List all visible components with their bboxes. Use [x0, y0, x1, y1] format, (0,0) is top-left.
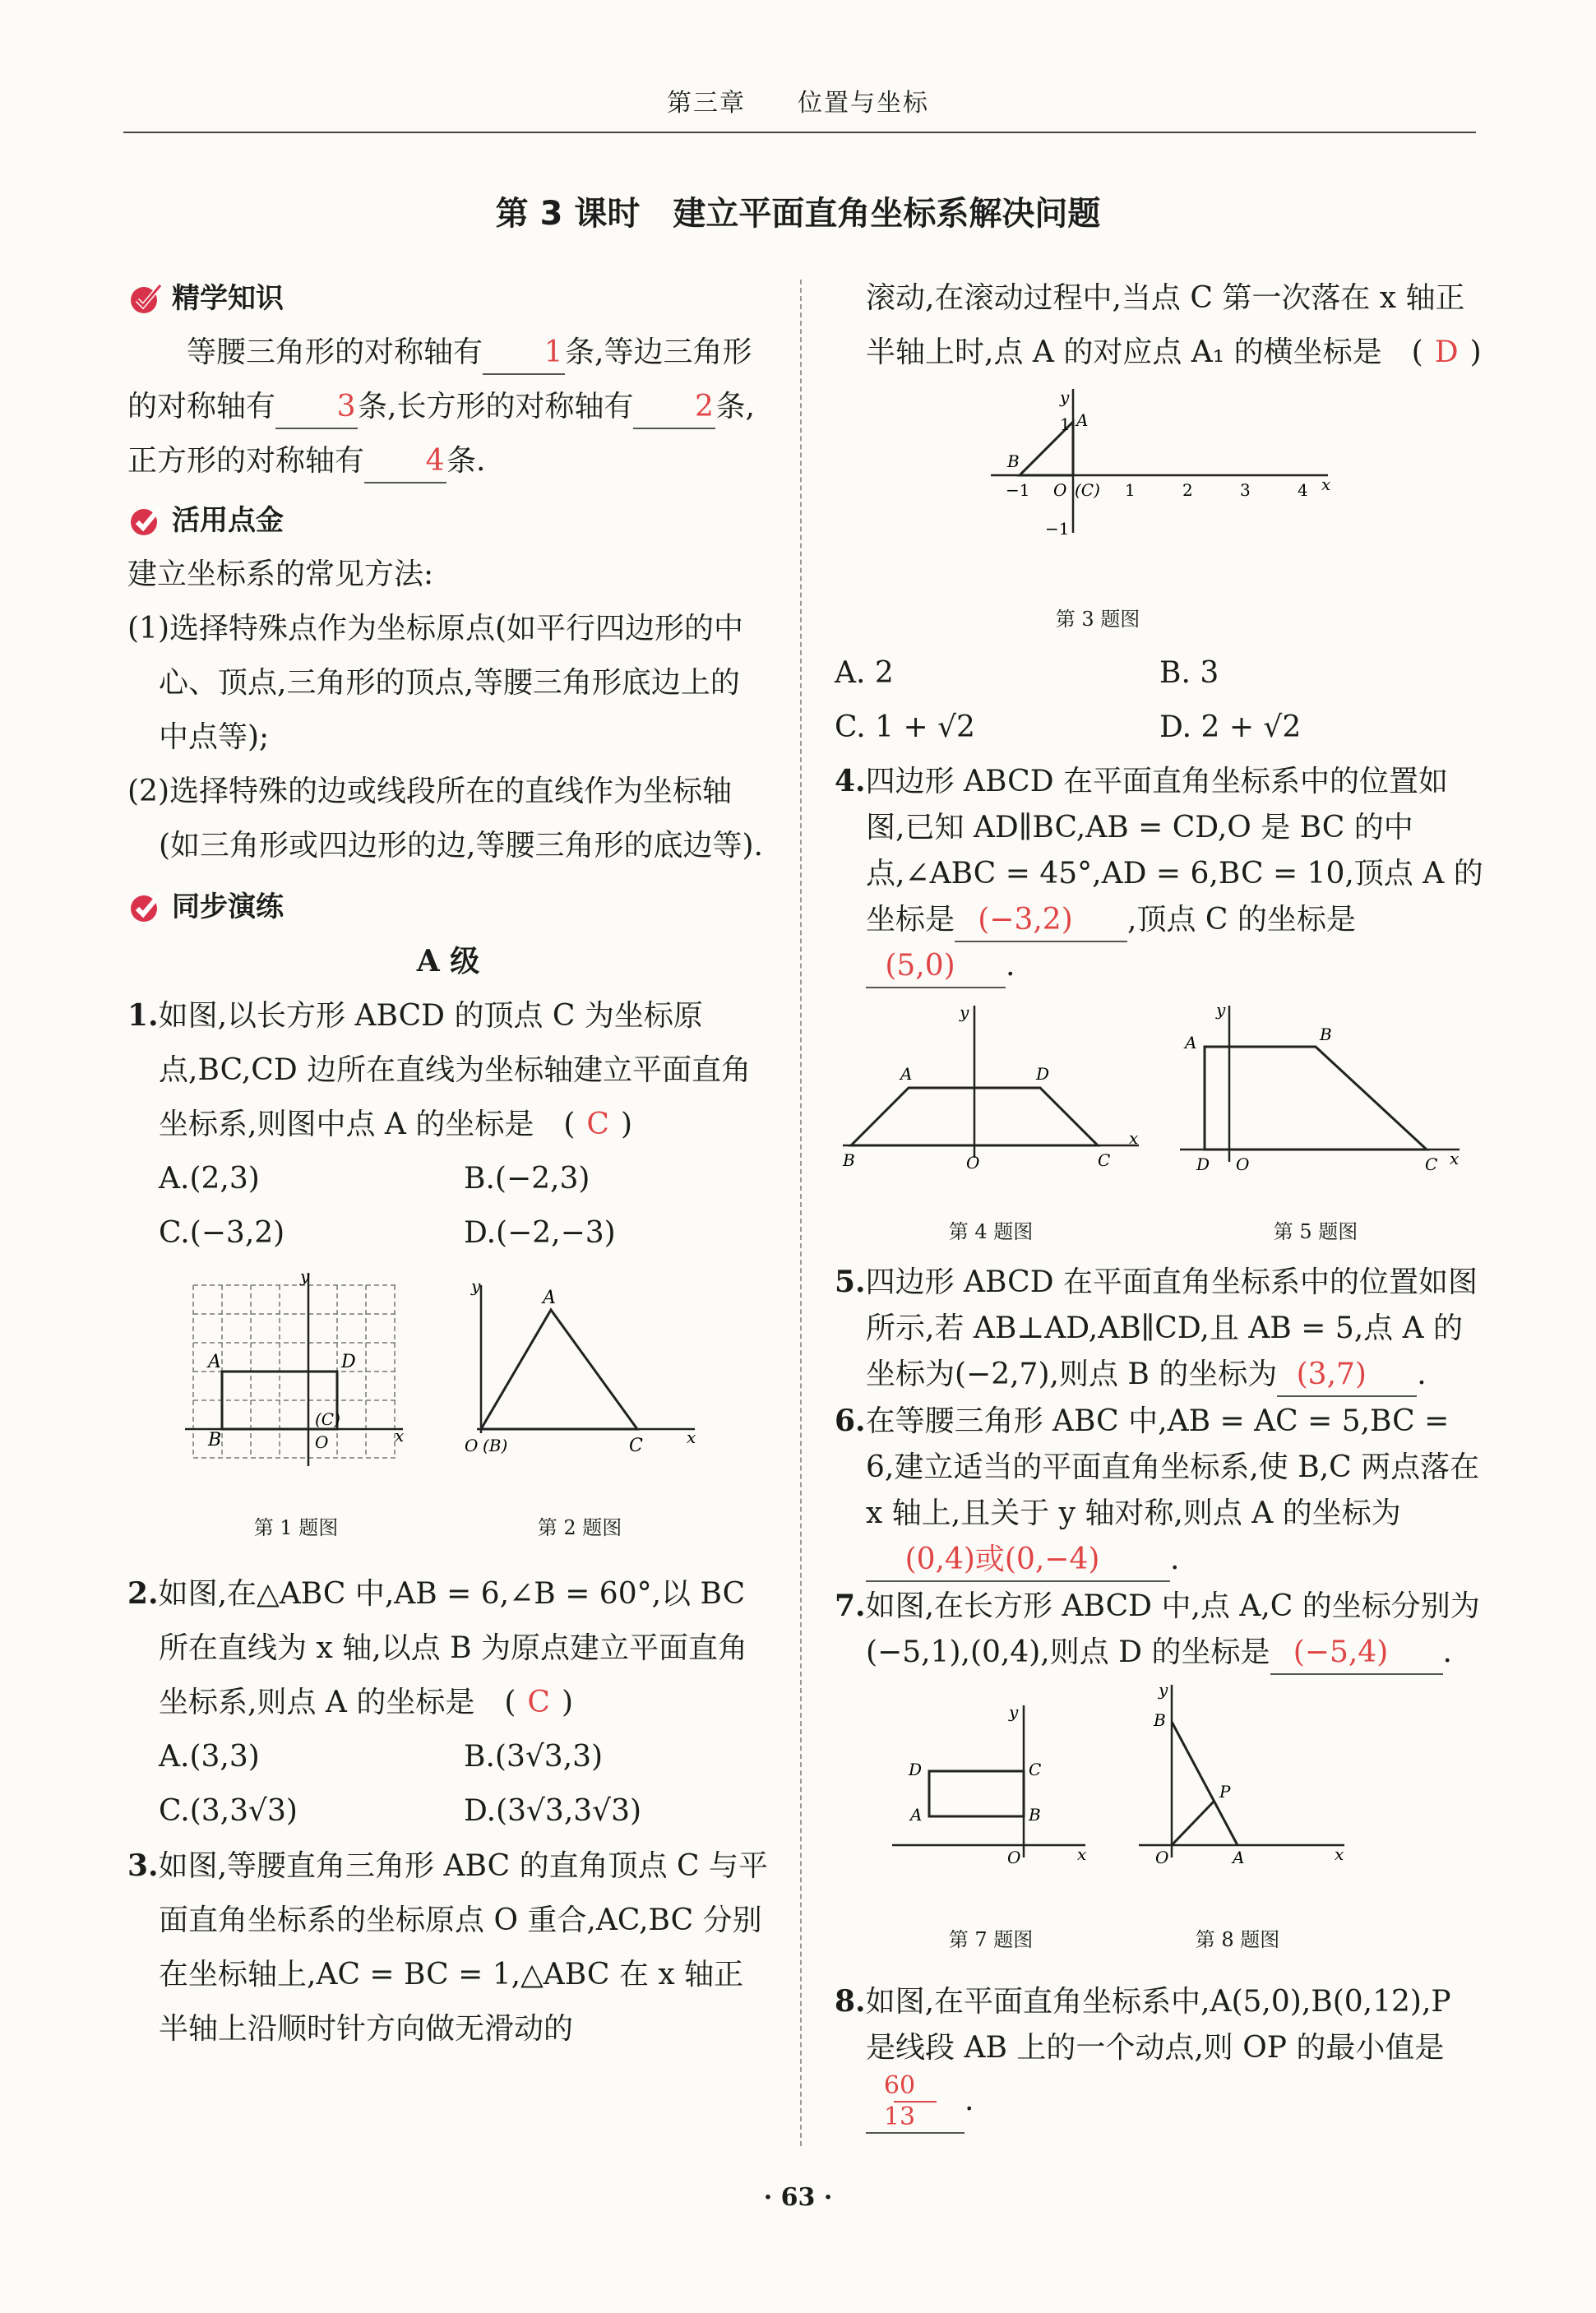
svg-text:D: D [909, 1760, 923, 1779]
svg-text:4: 4 [1298, 480, 1308, 500]
chapter-label: 第三章 [666, 89, 746, 118]
q5-answer[interactable]: (3,7) [1277, 1354, 1417, 1397]
lesson-title: 第 3 课时 建立平面直角坐标系解决问题 [495, 195, 1101, 233]
svg-text:D: D [1196, 1154, 1210, 1174]
svg-text:2: 2 [1182, 480, 1193, 500]
svg-text:C: C [1425, 1154, 1438, 1174]
svg-text:y: y [471, 1276, 481, 1296]
question-8: 8.如图,在平面直角坐标系中,A(5,0),B(0,12),P 是线段 AB 上的一个动点,则 OP 的最小值是 $\frac{60}{13}$ . [835, 1978, 1484, 2134]
svg-text:y: y [1159, 1681, 1168, 1700]
svg-text:A: A [910, 1805, 923, 1825]
svg-text:(B): (B) [483, 1436, 508, 1455]
figure-3-diagram [974, 385, 1336, 574]
svg-text:x: x [1335, 1844, 1344, 1864]
q1-option-b[interactable]: B.(−2,3) [464, 1162, 590, 1196]
jingxue-paragraph: 等腰三角形的对称轴有 1条,等边三角形的对称轴有 3条,长方形的对称轴有 2条,正方形的对称轴有 4条. [127, 326, 769, 488]
svg-text:A: A [900, 1064, 913, 1084]
question-3: 3.如图,等腰直角三角形 ABC 的直角顶点 C 与平面直角坐标系的坐标原点 O 重合,AC,BC 分别在坐标轴上,AC = BC = 1,△ABC 在 x 轴正半轴上沿顺时针方向做无滑动的 [127, 1848, 769, 2046]
question-5: 5.四边形 ABCD 在平面直角坐标系中的位置如图所示,若 AB⊥AD,AB∥CD,且 AB = 5,点 A 的坐标为(−2,7),则点 B 的坐标为 (3,7) . [835, 1259, 1484, 1398]
huoyong-item-1: (1)选择特殊点作为坐标原点(如平行四边形的中心、顶点,三角形的顶点,等腰三角形底边上的中点等); [127, 612, 744, 754]
svg-text:D: D [341, 1352, 356, 1372]
q2-option-d[interactable]: D.(3√3,3√3) [464, 1794, 642, 1828]
svg-text:C: C [1098, 1150, 1111, 1170]
chapter-topic: 位置与坐标 [798, 89, 930, 118]
page-number: · 63 · [763, 2183, 833, 2212]
answer-blank-4[interactable]: 4 [364, 441, 446, 483]
q2-option-c[interactable]: C.(3,3√3) [159, 1794, 298, 1828]
figure-7-diagram [884, 1681, 1098, 1894]
figure-3 [835, 385, 1484, 646]
q3-option-d[interactable]: D. 2 + √2 [1159, 710, 1302, 744]
q2-answer[interactable]: C [527, 1686, 550, 1719]
svg-text:B: B [1029, 1805, 1041, 1825]
svg-text:O: O [465, 1436, 479, 1455]
svg-text:A: A [543, 1288, 556, 1308]
figure-4-caption: 第 4 题图 [948, 1220, 1034, 1243]
q1-options [127, 1152, 769, 1206]
svg-text:−1: −1 [1045, 519, 1070, 539]
svg-text:D: D [1036, 1064, 1050, 1084]
svg-text:1: 1 [1060, 414, 1071, 434]
svg-text:B: B [1320, 1025, 1332, 1044]
q8-answer[interactable] [866, 2071, 965, 2134]
svg-text:1: 1 [1125, 480, 1136, 500]
section-heading-tongbu: 同步演练 [127, 880, 769, 934]
svg-text:x: x [1450, 1149, 1460, 1168]
figure-2-diagram [456, 1269, 703, 1483]
figure-8 [1122, 1681, 1353, 1967]
q3-option-c[interactable]: C. 1 + √2 [835, 710, 975, 744]
figure-7 [884, 1681, 1098, 1967]
question-7: 7.如图,在长方形 ABCD 中,点 A,C 的坐标分别为(−5,1),(0,4),则点 D 的坐标是 (−5,4) . [835, 1583, 1484, 1676]
svg-text:x: x [1321, 474, 1331, 494]
figure-4-diagram [835, 997, 1147, 1187]
svg-text:A: A [1233, 1848, 1245, 1867]
svg-text:x: x [687, 1427, 696, 1447]
page-header [0, 82, 1596, 118]
answer-blank-2[interactable]: 3 [275, 386, 358, 429]
svg-text:B: B [843, 1150, 855, 1170]
figure-5-diagram [1163, 997, 1468, 1187]
svg-text:C: C [629, 1436, 643, 1456]
checkmark-badge-icon [127, 280, 164, 317]
right-column [835, 271, 1484, 2134]
svg-text:3: 3 [1240, 480, 1251, 500]
svg-text:y: y [1060, 387, 1070, 407]
question-6: 6.在等腰三角形 ABC 中,AB = AC = 5,BC = 6,建立适当的平面直角坐标系,使 B,C 两点落在 x 轴上,且关于 y 轴对称,则点 A 的坐标为(0,4)或(0,−4) . [835, 1398, 1484, 1583]
svg-text:−1: −1 [1006, 480, 1030, 500]
figure-3-caption: 第 3 题图 [1055, 608, 1140, 631]
svg-text:y: y [1009, 1702, 1019, 1722]
svg-text:y: y [1216, 1000, 1226, 1020]
figure-5 [1163, 997, 1468, 1259]
q1-answer[interactable]: C [586, 1108, 609, 1141]
svg-text:O: O [1155, 1848, 1169, 1867]
q1-option-c[interactable]: C.(−3,2) [159, 1216, 285, 1250]
q3-option-b[interactable]: B. 3 [1159, 656, 1219, 690]
q8-answer-numerator: 60 [883, 2071, 916, 2100]
svg-text:x: x [1129, 1128, 1139, 1148]
figure-1-caption: 第 1 题图 [253, 1516, 339, 1539]
q1-option-d[interactable]: D.(−2,−3) [464, 1216, 616, 1250]
q6-answer[interactable]: (0,4)或(0,−4) [866, 1539, 1170, 1582]
svg-text:A: A [1185, 1033, 1197, 1052]
q8-answer-denominator: 13 [883, 2103, 916, 2131]
svg-text:B: B [1007, 451, 1020, 471]
figure-7-caption: 第 7 题图 [948, 1928, 1034, 1951]
svg-text:C: C [1029, 1760, 1042, 1779]
checkmark-badge-icon [127, 502, 164, 539]
level-label: A 级 [416, 944, 480, 978]
huoyong-item-2: (2)选择特殊的边或线段所在的直线作为坐标轴(如三角形或四边形的边,等腰三角形的底边等). [127, 775, 763, 863]
svg-text:x: x [1077, 1844, 1087, 1864]
section-heading-jingxue: 精学知识 [127, 271, 769, 326]
huoyong-intro: 建立坐标系的常见方法: [127, 557, 434, 591]
q7-answer[interactable]: (−5,4) [1270, 1632, 1443, 1675]
svg-text:x: x [395, 1426, 405, 1446]
svg-text:y: y [960, 1002, 969, 1022]
answer-blank-1[interactable]: 1 [483, 332, 565, 375]
figure-5-caption: 第 5 题图 [1273, 1220, 1358, 1243]
question-1: 1.如图,以长方形 ABCD 的顶点 C 为坐标原点,BC,CD 边所在直线为坐标轴建立平面直角坐标系,则图中点 A 的坐标是 ( C ) [127, 998, 752, 1141]
figure-1 [185, 1269, 407, 1555]
column-divider [800, 280, 802, 2146]
svg-text:P: P [1219, 1782, 1231, 1802]
svg-text:O: O [1007, 1848, 1021, 1867]
svg-text:(C): (C) [1075, 480, 1100, 500]
q4-answer-a[interactable]: (−3,2) [955, 900, 1127, 942]
section-heading-huoyong: 活用点金 [127, 493, 769, 548]
figure-2-caption: 第 2 题图 [537, 1516, 622, 1539]
svg-text:O: O [1053, 480, 1067, 500]
checkmark-badge-icon [127, 889, 164, 925]
svg-text:O: O [1236, 1154, 1250, 1174]
figure-1-diagram [185, 1269, 407, 1483]
figure-8-caption: 第 8 题图 [1195, 1928, 1280, 1951]
answer-blank-3[interactable]: 2 [633, 386, 715, 429]
q1-option-a[interactable]: A.(2,3) [159, 1162, 260, 1196]
header-rule [123, 132, 1476, 133]
question-2: 2.如图,在△ABC 中,AB = 6,∠B = 60°,以 BC 所在直线为 x 轴,以点 B 为原点建立平面直角坐标系,则点 A 的坐标是 ( C ) [127, 1576, 747, 1719]
svg-text:B: B [208, 1430, 222, 1450]
q2-option-b[interactable]: B.(3√3,3) [464, 1740, 604, 1774]
q4-answer-c[interactable]: (5,0) [866, 946, 1006, 988]
svg-text:y: y [300, 1269, 310, 1286]
q3-answer[interactable]: D [1434, 335, 1459, 369]
question-4: 4.四边形 ABCD 在平面直角坐标系中的位置如图,已知 AD∥BC,AB = CD,O 是 BC 的中点,∠ABC = 45°,AD = 6,BC = 10,顶点 A 的坐标是 (−3,2) ,顶点 C 的坐标是(5,0) . [835, 758, 1484, 989]
figure-4 [835, 997, 1147, 1259]
question-3-continued: 滚动,在滚动过程中,当点 C 第一次落在 x 轴正半轴上时,点 A 的对应点 A₁ 的横坐标是 ( D ) [866, 281, 1482, 369]
q2-option-a[interactable]: A.(3,3) [159, 1740, 260, 1774]
q3-option-a[interactable]: A. 2 [835, 656, 894, 690]
svg-text:O: O [966, 1153, 980, 1173]
svg-text:(C): (C) [315, 1409, 340, 1429]
svg-text:A: A [1076, 410, 1089, 430]
svg-text:B: B [1154, 1710, 1166, 1730]
figure-8-diagram [1122, 1681, 1353, 1894]
left-column [127, 271, 769, 2056]
svg-text:O: O [315, 1432, 329, 1452]
figure-2 [456, 1269, 703, 1555]
svg-text:A: A [208, 1352, 221, 1372]
